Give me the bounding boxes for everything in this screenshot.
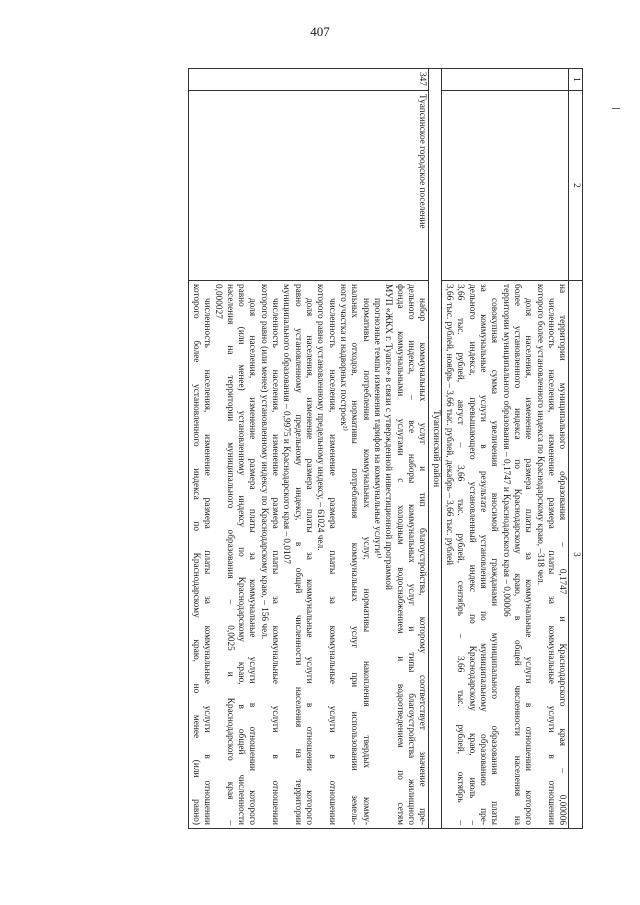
text-line: численность населения, изменение размера платы за коммунальные услуги в отношении [269,298,280,825]
text-line: более установленного индекса по Краснодарскому краю, в общей численности населения на [511,284,522,825]
text-line: совокупная сумма увеличения вносимой гражданами муниципального образования платы [489,298,500,825]
text-line: равно установленному предельному индексу, в общей численности населения на территории [292,284,303,825]
text-line: численность населения, изменение размера платы за коммунальные услуги в отношении [326,298,337,825]
text-line: нормативы потребления коммунальных услуг, нормативы накопления твердых комму- [360,298,371,825]
text-line: 0,000027 [213,284,224,319]
text-line: прогнозные темпы изменения тарифов на коммунальные услуги¹⁾ [371,298,382,559]
header-col-3: 3 [568,281,582,829]
text-line: доля населения, изменение размера платы за коммунальные услуги в отношении которого [303,298,314,825]
text-line: дельного индекса, превышающего установленный индекс по Краснодарскому краю, июль – [466,284,477,825]
text-line: которого более установленного индекса по Краснодарскому краю, –318 чел. [534,284,545,586]
row-name: Туапсинское городское поселение [188,91,428,281]
text-line: за коммунальные услуги в результате установления по муниципальному образованию пре- [477,284,488,825]
header-col-1: 1 [568,69,582,91]
text-line: доля населения, изменение размера платы за коммунальные услуги в отношении которого [247,298,258,825]
text-line: 3,66 тыс. рублей, август – 3,66 тыс. рублей, сентябрь – 3,66 тыс. рублей, октябрь – [455,284,466,825]
text-line: которого равно (или менее) установленному индексу по Краснодарскому краю, – 156 чел. [258,284,269,640]
text-line: на территории муниципального образования – 0,1747 и Краснодарского края – 0,00006 [557,284,568,825]
text-line: дельного индекса, – все наборы коммунальных услуг и типы благоустройства жилищного [405,284,416,825]
continuation-name-cell [442,91,569,281]
text-line: фонда коммунальными услугами с холодным водоснабжением и водоотведением по сетям [394,284,405,825]
text-line: 3,66 тыс. рублей, ноябрь – 3,66 тыс. рублей, декабрь – 3,66 тыс. рублей [443,284,454,566]
table-header-row [568,69,582,829]
text-line: численность населения, изменение размера платы за коммунальные услуги в отношении [545,298,556,825]
text-line: ного участка и надворных построек²⁾ [337,284,348,431]
text-line: равно (или менее) установленному индексу по Краснодарскому краю, в общей численности [235,284,246,825]
row-text-cell [188,281,428,829]
text-line: доля населения, изменение размера платы за коммунальные услуги в отношении которого [523,298,534,825]
text-line: населения на территории муниципального образования – 0,0025 и Краснодарского края – [224,284,235,825]
section-title: Туапсинский район [428,69,441,829]
text-line: муниципального образования – 0,9975 и Краснодарского края – 0,0107 [281,284,292,564]
text-line: которого равно установленному предельному индексу, – 61024 чел. [315,284,326,551]
page-number: 407 [310,24,330,39]
continuation-number-cell [442,69,569,91]
text-line: территории муниципального образования – 0,1747 и Краснодарского края – 0,00006 [500,284,511,617]
text-line: которого более установленного индекса по Краснодарскому краю, но менее (или равно) [190,284,201,825]
margin-mark [612,108,620,109]
text-line: численность населения, изменение размера платы за коммунальные услуги в отношении [202,298,212,825]
document-table [188,68,583,829]
continuation-row [442,69,569,829]
table-row [188,69,428,829]
text-line: МУП «ЖКХ г. Туапсе» в связи с утвержденной инвестиционной программой [383,284,394,590]
section-row [428,69,441,829]
text-line: набор коммунальных услуг и тип благоустройства, которому соответствует значение пре- [417,298,428,825]
rotated-table-container [73,68,583,828]
header-col-2: 2 [568,91,582,281]
continuation-text-cell [442,281,569,829]
row-number: 347 [188,69,428,91]
text-line: нальных отходов, нормативы потребления коммунальных услуг при использовании земель- [349,284,360,825]
